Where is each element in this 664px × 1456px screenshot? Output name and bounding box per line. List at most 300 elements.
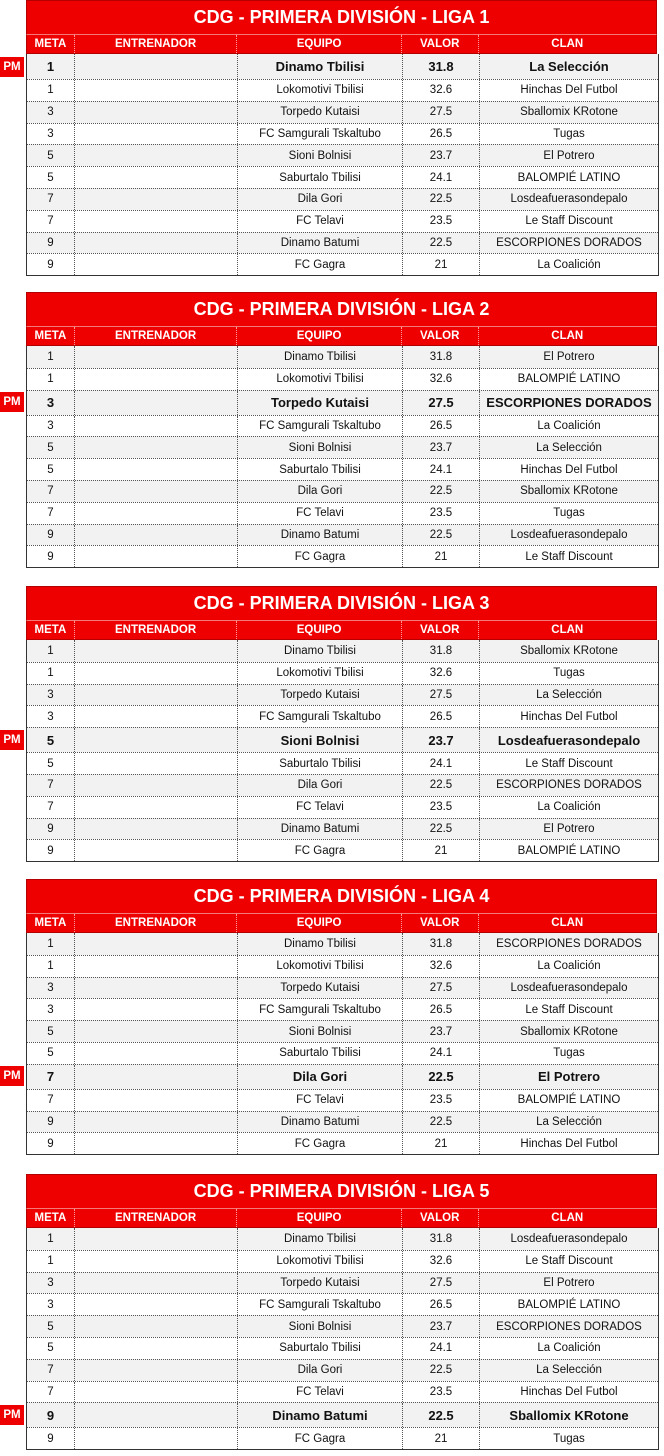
- cell-entrenador: [75, 437, 238, 458]
- cell-equipo: FC Gagra: [238, 254, 403, 275]
- table-header: [26, 913, 657, 933]
- table-row-highlighted: [27, 54, 658, 79]
- cell-entrenador: [75, 391, 238, 415]
- cell-equipo: Sioni Bolnisi: [238, 1316, 403, 1337]
- cell-equipo: Saburtalo Tbilisi: [238, 1338, 403, 1359]
- cell-valor: 23.7: [403, 1021, 480, 1042]
- cell-equipo: Lokomotivi Tbilisi: [238, 369, 403, 390]
- table-row: [27, 1089, 658, 1111]
- cell-equipo: Dinamo Tbilisi: [238, 1228, 403, 1250]
- cell-entrenador: [75, 1251, 238, 1272]
- cell-clan: Tugas: [553, 127, 585, 140]
- cell-clan: Hinchas Del Futbol: [520, 463, 618, 476]
- column-header-entrenador: ENTRENADOR: [75, 35, 237, 53]
- cell-valor: 22.5: [403, 233, 480, 254]
- cell-clan: El Potrero: [543, 149, 595, 162]
- column-header-entrenador: ENTRENADOR: [75, 327, 237, 345]
- cell-meta: 9: [27, 1112, 75, 1133]
- table-row: [27, 436, 658, 458]
- cell-equipo: Sioni Bolnisi: [238, 1021, 403, 1042]
- cell-clan: Le Staff Discount: [525, 1255, 613, 1268]
- cell-clan: ESCORPIONES DORADOS: [486, 395, 652, 411]
- cell-meta: 5: [27, 1043, 75, 1064]
- cell-entrenador: [75, 1316, 238, 1337]
- cell-meta: 9: [27, 1403, 75, 1427]
- column-header-clan: CLAN: [551, 38, 584, 50]
- table-body: [26, 54, 659, 276]
- cell-valor: 22.5: [403, 189, 480, 210]
- table-row: [27, 144, 658, 166]
- cell-equipo: FC Gagra: [238, 546, 403, 567]
- table-row: [27, 640, 658, 662]
- cell-valor: 26.5: [403, 124, 480, 145]
- cell-entrenador: [75, 124, 238, 145]
- cell-valor: 23.7: [403, 437, 480, 458]
- cell-valor: 26.5: [403, 416, 480, 437]
- cell-valor: 21: [403, 254, 480, 275]
- cell-equipo: Lokomotivi Tbilisi: [238, 80, 403, 101]
- cell-equipo: Saburtalo Tbilisi: [238, 753, 403, 774]
- table-row: [27, 752, 658, 774]
- cell-valor: 26.5: [403, 999, 480, 1020]
- cell-entrenador: [75, 1090, 238, 1111]
- cell-clan: La Coalición: [537, 258, 601, 271]
- cell-entrenador: [75, 999, 238, 1020]
- cell-equipo: Dinamo Batumi: [238, 233, 403, 254]
- cell-clan: BALOMPIÉ LATINO: [517, 1298, 621, 1311]
- cell-meta: 5: [27, 145, 75, 166]
- table-row: [27, 188, 658, 210]
- table-row: [27, 1132, 658, 1154]
- cell-clan: El Potrero: [543, 350, 595, 363]
- cell-equipo: FC Telavi: [238, 1382, 403, 1403]
- cell-clan: La Selección: [536, 688, 602, 701]
- cell-meta: 5: [27, 1316, 75, 1337]
- cell-equipo: Dila Gori: [238, 1360, 403, 1381]
- cell-meta: 7: [27, 1382, 75, 1403]
- cell-entrenador: [75, 728, 238, 752]
- cell-clan: La Coalición: [537, 1342, 601, 1355]
- cell-meta: 5: [27, 459, 75, 480]
- cell-clan: La Selección: [536, 1115, 602, 1128]
- table-row: [27, 1381, 658, 1403]
- cell-meta: 1: [27, 933, 75, 955]
- table-row: [27, 123, 658, 145]
- league-title: CDG - PRIMERA DIVISIÓN - LIGA 1: [26, 0, 657, 34]
- cell-entrenador: [75, 753, 238, 774]
- cell-equipo: Dinamo Tbilisi: [238, 54, 403, 79]
- column-header-valor: VALOR: [402, 914, 479, 932]
- table-row: [27, 1020, 658, 1042]
- cell-equipo: Lokomotivi Tbilisi: [238, 663, 403, 684]
- cell-meta: 5: [27, 1021, 75, 1042]
- table-row: [27, 796, 658, 818]
- cell-entrenador: [75, 685, 238, 706]
- cell-entrenador: [75, 254, 238, 275]
- column-header-meta: META: [27, 1209, 75, 1227]
- table-header: [26, 34, 657, 54]
- cell-valor: 22.5: [403, 1403, 480, 1427]
- pm-badge: PM: [0, 1066, 24, 1086]
- cell-valor: 23.7: [403, 145, 480, 166]
- column-header-equipo: EQUIPO: [237, 1209, 401, 1227]
- table-row: [27, 1427, 658, 1449]
- table-row: [27, 1359, 658, 1381]
- cell-clan: El Potrero: [537, 1069, 601, 1085]
- column-header-meta: META: [27, 621, 75, 639]
- cell-clan: Tugas: [553, 1047, 585, 1060]
- cell-equipo: Dinamo Batumi: [238, 819, 403, 840]
- cell-equipo: FC Samgurali Tskaltubo: [238, 706, 403, 727]
- cell-meta: 3: [27, 416, 75, 437]
- cell-meta: 1: [27, 346, 75, 368]
- cell-equipo: Torpedo Kutaisi: [238, 391, 403, 415]
- cell-entrenador: [75, 1294, 238, 1315]
- table-row-highlighted: [27, 1064, 658, 1089]
- cell-meta: 7: [27, 211, 75, 232]
- cell-meta: 3: [27, 1294, 75, 1315]
- table-header: [26, 620, 657, 640]
- cell-valor: 24.1: [403, 753, 480, 774]
- cell-equipo: FC Telavi: [238, 211, 403, 232]
- table-body: [26, 640, 659, 862]
- cell-entrenador: [75, 1428, 238, 1449]
- cell-clan: El Potrero: [543, 1276, 595, 1289]
- table-row: [27, 1272, 658, 1294]
- cell-valor: 22.5: [403, 819, 480, 840]
- cell-valor: 27.5: [403, 102, 480, 123]
- cell-entrenador: [75, 956, 238, 977]
- cell-valor: 24.1: [403, 167, 480, 188]
- cell-valor: 23.5: [403, 1090, 480, 1111]
- cell-meta: 3: [27, 706, 75, 727]
- table-header: [26, 1208, 657, 1228]
- cell-valor: 31.8: [403, 1228, 480, 1250]
- cell-clan: Hinchas Del Futbol: [520, 84, 618, 97]
- table-row: [27, 210, 658, 232]
- table-row: [27, 545, 658, 567]
- cell-entrenador: [75, 663, 238, 684]
- cell-meta: 1: [27, 1251, 75, 1272]
- table-row: [27, 998, 658, 1020]
- column-header-entrenador: ENTRENADOR: [75, 1209, 237, 1227]
- cell-valor: 22.5: [403, 1065, 480, 1089]
- cell-entrenador: [75, 503, 238, 524]
- cell-entrenador: [75, 1360, 238, 1381]
- table-row: [27, 1250, 658, 1272]
- table-row: [27, 368, 658, 390]
- column-header-meta: META: [27, 327, 75, 345]
- cell-clan: BALOMPIÉ LATINO: [517, 373, 621, 386]
- cell-clan: Losdeafuerasondepalo: [497, 732, 641, 748]
- cell-clan: BALOMPIÉ LATINO: [517, 1094, 621, 1107]
- cell-valor: 24.1: [403, 1043, 480, 1064]
- cell-entrenador: [75, 1065, 238, 1089]
- cell-clan: BALOMPIÉ LATINO: [517, 844, 621, 857]
- cell-equipo: Torpedo Kutaisi: [238, 102, 403, 123]
- table-row: [27, 933, 658, 955]
- cell-clan: ESCORPIONES DORADOS: [496, 236, 642, 249]
- cell-entrenador: [75, 1273, 238, 1294]
- cell-meta: 1: [27, 663, 75, 684]
- table-row: [27, 524, 658, 546]
- column-header-valor: VALOR: [402, 1209, 479, 1227]
- table-body: [26, 933, 659, 1155]
- cell-equipo: Dila Gori: [238, 775, 403, 796]
- cell-entrenador: [75, 546, 238, 567]
- cell-entrenador: [75, 102, 238, 123]
- cell-entrenador: [75, 1228, 238, 1250]
- cell-valor: 31.8: [403, 346, 480, 368]
- cell-equipo: Saburtalo Tbilisi: [238, 1043, 403, 1064]
- cell-meta: 3: [27, 1273, 75, 1294]
- cell-valor: 32.6: [403, 1251, 480, 1272]
- cell-valor: 31.8: [403, 640, 480, 662]
- cell-valor: 24.1: [403, 1338, 480, 1359]
- cell-clan: Tugas: [553, 507, 585, 520]
- cell-clan: Hinchas Del Futbol: [520, 710, 618, 723]
- cell-entrenador: [75, 1112, 238, 1133]
- cell-entrenador: [75, 346, 238, 368]
- cell-meta: 9: [27, 819, 75, 840]
- cell-valor: 22.5: [403, 1360, 480, 1381]
- cell-valor: 31.8: [403, 54, 480, 79]
- table-row: [27, 1228, 658, 1250]
- cell-meta: 3: [27, 102, 75, 123]
- table-row: [27, 839, 658, 861]
- column-header-clan: CLAN: [551, 917, 584, 929]
- cell-equipo: Sioni Bolnisi: [238, 728, 403, 752]
- cell-entrenador: [75, 1403, 238, 1427]
- cell-valor: 21: [403, 1428, 480, 1449]
- cell-valor: 27.5: [403, 391, 480, 415]
- cell-valor: 22.5: [403, 775, 480, 796]
- cell-clan: ESCORPIONES DORADOS: [496, 937, 642, 950]
- cell-equipo: Dinamo Tbilisi: [238, 640, 403, 662]
- table-row: [27, 346, 658, 368]
- cell-meta: 9: [27, 840, 75, 861]
- league-title: CDG - PRIMERA DIVISIÓN - LIGA 3: [26, 586, 657, 620]
- cell-valor: 26.5: [403, 1294, 480, 1315]
- cell-entrenador: [75, 233, 238, 254]
- league-title: CDG - PRIMERA DIVISIÓN - LIGA 5: [26, 1174, 657, 1208]
- cell-clan: Losdeafuerasondepalo: [510, 981, 628, 994]
- table-body: [26, 1228, 659, 1450]
- table-row: [27, 101, 658, 123]
- cell-valor: 23.5: [403, 211, 480, 232]
- cell-valor: 22.5: [403, 481, 480, 502]
- cell-entrenador: [75, 1338, 238, 1359]
- cell-meta: 5: [27, 728, 75, 752]
- cell-entrenador: [75, 54, 238, 79]
- pm-badge: PM: [0, 392, 24, 412]
- column-header-valor: VALOR: [402, 327, 479, 345]
- cell-entrenador: [75, 525, 238, 546]
- cell-valor: 27.5: [403, 1273, 480, 1294]
- column-header-meta: META: [27, 914, 75, 932]
- cell-meta: 7: [27, 1065, 75, 1089]
- cell-meta: 1: [27, 640, 75, 662]
- cell-equipo: Torpedo Kutaisi: [238, 1273, 403, 1294]
- cell-meta: 1: [27, 369, 75, 390]
- cell-valor: 21: [403, 546, 480, 567]
- cell-meta: 9: [27, 1428, 75, 1449]
- cell-meta: 7: [27, 481, 75, 502]
- cell-valor: 23.5: [403, 797, 480, 818]
- table-row: [27, 232, 658, 254]
- cell-clan: Sballomix KRotone: [520, 1025, 618, 1038]
- table-row: [27, 705, 658, 727]
- cell-entrenador: [75, 211, 238, 232]
- cell-entrenador: [75, 706, 238, 727]
- cell-clan: Le Staff Discount: [525, 1003, 613, 1016]
- cell-valor: 32.6: [403, 663, 480, 684]
- cell-meta: 5: [27, 1338, 75, 1359]
- cell-clan: Tugas: [553, 1432, 585, 1445]
- cell-entrenador: [75, 459, 238, 480]
- cell-valor: 21: [403, 840, 480, 861]
- pm-badge: PM: [0, 730, 24, 750]
- league-title: CDG - PRIMERA DIVISIÓN - LIGA 2: [26, 292, 657, 326]
- cell-equipo: Dinamo Tbilisi: [238, 346, 403, 368]
- column-header-clan: CLAN: [551, 1212, 584, 1224]
- cell-meta: 3: [27, 999, 75, 1020]
- cell-meta: 7: [27, 797, 75, 818]
- cell-equipo: Dinamo Batumi: [238, 1403, 403, 1427]
- cell-entrenador: [75, 481, 238, 502]
- cell-meta: 9: [27, 233, 75, 254]
- cell-meta: 7: [27, 1360, 75, 1381]
- table-row: [27, 955, 658, 977]
- pm-badge: PM: [0, 57, 24, 77]
- table-row: [27, 79, 658, 101]
- column-header-equipo: EQUIPO: [237, 35, 401, 53]
- cell-meta: 9: [27, 546, 75, 567]
- table-row: [27, 818, 658, 840]
- cell-clan: Losdeafuerasondepalo: [510, 1232, 628, 1245]
- cell-clan: Sballomix KRotone: [520, 106, 618, 119]
- league-title: CDG - PRIMERA DIVISIÓN - LIGA 4: [26, 879, 657, 913]
- cell-equipo: Torpedo Kutaisi: [238, 978, 403, 999]
- pm-badge: PM: [0, 1405, 24, 1425]
- table-row: [27, 480, 658, 502]
- column-header-meta: META: [27, 35, 75, 53]
- table-row: [27, 415, 658, 437]
- cell-equipo: Dinamo Batumi: [238, 1112, 403, 1133]
- column-header-clan: CLAN: [551, 624, 584, 636]
- table-row: [27, 1293, 658, 1315]
- table-row: [27, 774, 658, 796]
- cell-equipo: FC Samgurali Tskaltubo: [238, 416, 403, 437]
- cell-meta: 9: [27, 254, 75, 275]
- cell-meta: 9: [27, 1133, 75, 1154]
- cell-valor: 23.5: [403, 503, 480, 524]
- cell-equipo: FC Telavi: [238, 797, 403, 818]
- cell-valor: 22.5: [403, 1112, 480, 1133]
- cell-entrenador: [75, 1133, 238, 1154]
- cell-meta: 5: [27, 437, 75, 458]
- cell-meta: 1: [27, 1228, 75, 1250]
- cell-entrenador: [75, 189, 238, 210]
- cell-valor: 26.5: [403, 706, 480, 727]
- cell-equipo: FC Samgurali Tskaltubo: [238, 999, 403, 1020]
- cell-entrenador: [75, 819, 238, 840]
- cell-equipo: Saburtalo Tbilisi: [238, 459, 403, 480]
- cell-clan: La Selección: [529, 59, 609, 74]
- cell-entrenador: [75, 167, 238, 188]
- column-header-equipo: EQUIPO: [237, 327, 401, 345]
- cell-valor: 24.1: [403, 459, 480, 480]
- table-row-highlighted: [27, 727, 658, 752]
- cell-equipo: Torpedo Kutaisi: [238, 685, 403, 706]
- cell-valor: 27.5: [403, 978, 480, 999]
- column-header-entrenador: ENTRENADOR: [75, 914, 237, 932]
- column-header-valor: VALOR: [402, 35, 479, 53]
- cell-equipo: Sioni Bolnisi: [238, 437, 403, 458]
- cell-clan: Tugas: [553, 667, 585, 680]
- cell-clan: La Coalición: [537, 960, 601, 973]
- table-row: [27, 502, 658, 524]
- cell-meta: 1: [27, 80, 75, 101]
- cell-meta: 5: [27, 167, 75, 188]
- cell-entrenador: [75, 640, 238, 662]
- cell-valor: 23.7: [403, 728, 480, 752]
- cell-entrenador: [75, 1043, 238, 1064]
- cell-clan: Le Staff Discount: [525, 757, 613, 770]
- cell-clan: Le Staff Discount: [525, 550, 613, 563]
- cell-clan: La Selección: [536, 1364, 602, 1377]
- cell-valor: 27.5: [403, 685, 480, 706]
- cell-meta: 3: [27, 391, 75, 415]
- cell-valor: 22.5: [403, 525, 480, 546]
- cell-entrenador: [75, 416, 238, 437]
- table-row: [27, 684, 658, 706]
- cell-equipo: FC Telavi: [238, 1090, 403, 1111]
- cell-entrenador: [75, 978, 238, 999]
- cell-valor: 23.5: [403, 1382, 480, 1403]
- column-header-equipo: EQUIPO: [237, 914, 401, 932]
- cell-valor: 31.8: [403, 933, 480, 955]
- table-row: [27, 166, 658, 188]
- cell-meta: 7: [27, 189, 75, 210]
- cell-clan: ESCORPIONES DORADOS: [496, 779, 642, 792]
- cell-clan: ESCORPIONES DORADOS: [496, 1320, 642, 1333]
- cell-equipo: Sioni Bolnisi: [238, 145, 403, 166]
- cell-clan: Sballomix KRotone: [520, 644, 618, 657]
- cell-equipo: Dinamo Batumi: [238, 525, 403, 546]
- cell-meta: 7: [27, 1090, 75, 1111]
- cell-equipo: Dinamo Tbilisi: [238, 933, 403, 955]
- cell-clan: El Potrero: [543, 822, 595, 835]
- cell-clan: Losdeafuerasondepalo: [510, 528, 628, 541]
- cell-equipo: FC Gagra: [238, 1428, 403, 1449]
- cell-entrenador: [75, 1382, 238, 1403]
- cell-entrenador: [75, 797, 238, 818]
- cell-equipo: Dila Gori: [238, 1065, 403, 1089]
- cell-meta: 3: [27, 124, 75, 145]
- cell-entrenador: [75, 369, 238, 390]
- table-row: [27, 458, 658, 480]
- cell-equipo: FC Telavi: [238, 503, 403, 524]
- cell-entrenador: [75, 145, 238, 166]
- cell-entrenador: [75, 1021, 238, 1042]
- cell-entrenador: [75, 933, 238, 955]
- table-row: [27, 1042, 658, 1064]
- cell-meta: 1: [27, 956, 75, 977]
- cell-clan: Hinchas Del Futbol: [520, 1385, 618, 1398]
- table-row: [27, 1111, 658, 1133]
- cell-clan: La Selección: [536, 441, 602, 454]
